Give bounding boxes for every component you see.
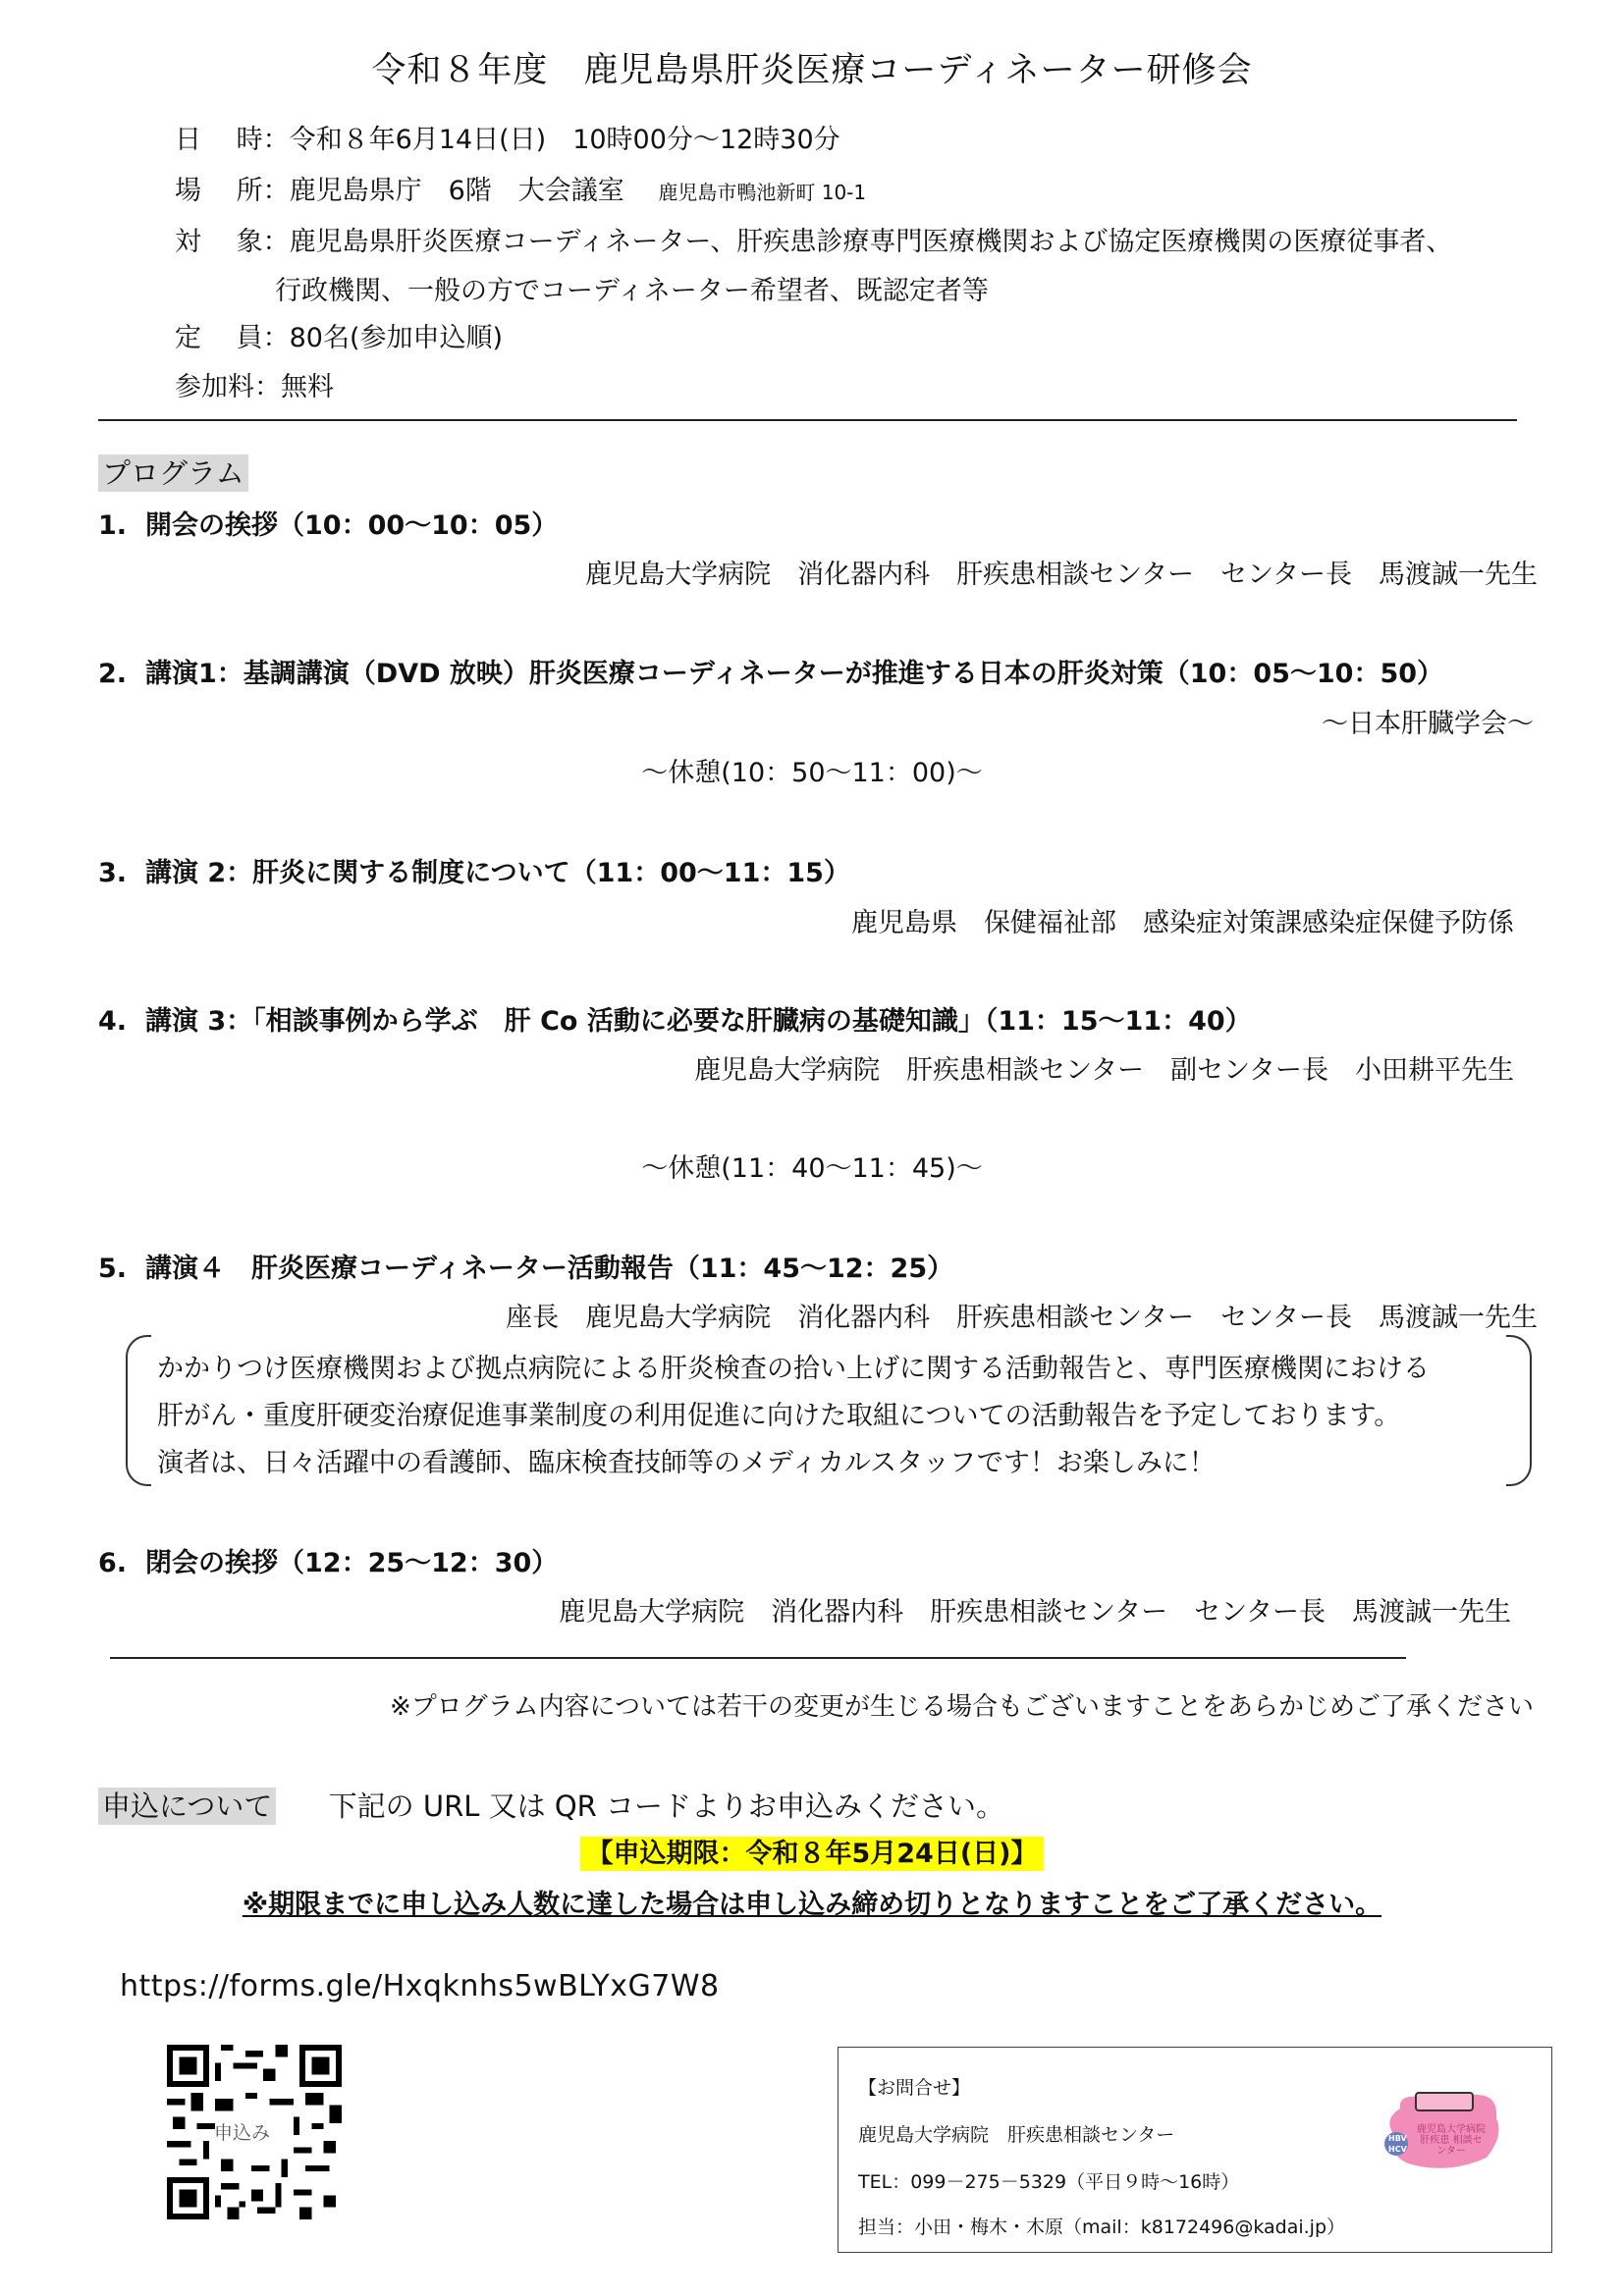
program-heading <box>98 452 248 492</box>
left-bracket <box>126 1335 151 1486</box>
program-item-number: 2. <box>98 659 128 689</box>
place-address: 鹿児島市鴨池新町 10-1 <box>658 181 867 204</box>
program-item-number: 6. <box>98 1548 128 1578</box>
program-item-6-speaker: 鹿児島大学病院 消化器内科 肝疾患相談センター センター長 馬渡誠一先生 <box>559 1597 1511 1628</box>
target-row <box>175 220 1452 258</box>
program-item-title: 講演 3：「相談事例から学ぶ 肝 Co 活動に必要な肝臓病の基礎知識」（11：15～11：40） <box>145 1006 1252 1037</box>
application-url[interactable]: https://forms.gle/Hxqknhs5wBLYxG7W8 <box>120 1969 720 2003</box>
contact-staff: 担当：小田・梅木・木原（mail：k8172496@kadai.jp） <box>858 2216 1346 2238</box>
program-item-2 <box>98 652 1443 690</box>
program-item-title: 講演 2：肝炎に関する制度について（11：00～11：15） <box>145 858 850 888</box>
divider-bottom <box>110 1657 1406 1659</box>
place-label: 場 所： <box>175 176 290 206</box>
datetime-row <box>175 118 840 156</box>
page-title: 令和８年度 鹿児島県肝炎医療コーディネーター研修会 <box>371 51 1253 90</box>
place-row <box>175 169 866 207</box>
program-item-2-speaker: ～日本肝臓学会～ <box>1322 709 1534 739</box>
logo-hbv: HBV <box>1388 2134 1407 2143</box>
program-item-4 <box>98 999 1252 1038</box>
program-item-1-speaker: 鹿児島大学病院 消化器内科 肝疾患相談センター センター長 馬渡誠一先生 <box>585 560 1538 590</box>
program-item-5 <box>98 1247 953 1285</box>
datetime-value: 令和８年6月14日(日) 10時00分～12時30分 <box>289 125 840 155</box>
fee-label: 参加料： <box>175 372 281 402</box>
capacity-value: 80名(参加申込順) <box>289 323 504 353</box>
program-item-number: 3. <box>98 858 128 888</box>
program-item-title: 講演４ 肝炎医療コーディネーター活動報告（11：45～12：25） <box>145 1254 954 1284</box>
fee-row <box>175 365 334 403</box>
application-instruction: 下記の URL 又は QR コードよりお申込みください。 <box>328 1789 1005 1823</box>
break-2: ～休憩(11：40～11：45)～ <box>641 1153 983 1184</box>
note-line-3: 演者は、日々活躍中の看護師、臨床検査技師等のメディカルスタッフです！お楽しみに！ <box>157 1448 1216 1478</box>
fee-value: 無料 <box>281 372 334 402</box>
target-value-line1: 鹿児島県肝炎医療コーディネーター、肝疾患診療専門医療機関および協定医療機関の医療従事者、 <box>289 227 1453 257</box>
program-item-3-speaker: 鹿児島県 保健福祉部 感染症対策課感染症保健予防係 <box>851 908 1514 938</box>
qr-label: 申込み <box>214 2122 271 2144</box>
break-1: ～休憩(10：50～11：00)～ <box>641 758 983 788</box>
program-item-number: 4. <box>98 1006 128 1037</box>
right-bracket <box>1506 1335 1532 1486</box>
capacity-row <box>175 316 503 354</box>
application-deadline-row <box>0 1832 1624 1870</box>
note-line-1: かかりつけ医療機関および拠点病院による肝炎検査の拾い上げに関する活動報告と、専門医療機関における <box>157 1354 1430 1384</box>
qr-code[interactable] <box>167 2045 342 2219</box>
datetime-label: 日 時： <box>175 125 290 155</box>
logo-text: 鹿児島大学病院 肝疾患 相談センター <box>1417 2124 1486 2157</box>
application-warning: ※期限までに申し込み人数に達した場合は申し込み締め切りとなりますことをご了承ください。 <box>242 1890 1382 1920</box>
program-disclaimer: ※プログラム内容については若干の変更が生じる場合もございますことをあらかじめご了承ください <box>389 1692 1534 1722</box>
application-deadline: 【申込期限：令和８年5月24日(日)】 <box>580 1837 1043 1871</box>
program-item-5-speaker: 座長 鹿児島大学病院 消化器内科 肝疾患相談センター センター長 馬渡誠一先生 <box>506 1303 1538 1333</box>
program-item-6 <box>98 1541 558 1579</box>
program-item-4-speaker: 鹿児島大学病院 肝疾患相談センター 副センター長 小田耕平先生 <box>694 1055 1514 1086</box>
contact-tel: TEL：099－275－5329（平日９時～16時） <box>858 2171 1240 2193</box>
contact-box <box>838 2047 1552 2253</box>
program-item-number: 5. <box>98 1254 128 1284</box>
program-item-3 <box>98 851 850 889</box>
program-item-title: 閉会の挨拶（12：25～12：30） <box>145 1548 559 1578</box>
contact-org: 鹿児島大学病院 肝疾患相談センター <box>858 2124 1175 2146</box>
target-value-line2: 行政機関、一般の方でコーディネーター希望者、既認定者等 <box>275 276 989 306</box>
program-item-title: 講演1：基調講演（DVD 放映）肝炎医療コーディネーターが推進する日本の肝炎対策（10：05～10：50） <box>145 659 1444 689</box>
program-item-number: 1. <box>98 510 128 541</box>
divider-top <box>98 419 1517 421</box>
place-value: 鹿児島県庁 6階 大会議室 <box>289 176 624 206</box>
note-line-2: 肝がん・重度肝硬変治療促進事業制度の利用促進に向けた取組についての活動報告を予定しております。 <box>157 1401 1401 1431</box>
contact-heading: 【お問合せ】 <box>858 2077 971 2099</box>
program-heading-label: プログラム <box>98 454 248 492</box>
application-heading: 申込について <box>98 1788 276 1825</box>
application-row <box>98 1785 1004 1825</box>
capacity-label: 定 員： <box>175 323 290 353</box>
program-item-title: 開会の挨拶（10：00～10：05） <box>145 510 559 541</box>
program-item-1 <box>98 504 558 542</box>
center-logo <box>1379 2089 1506 2177</box>
logo-hcv: HCV <box>1388 2145 1407 2154</box>
target-label: 対 象： <box>175 227 290 257</box>
